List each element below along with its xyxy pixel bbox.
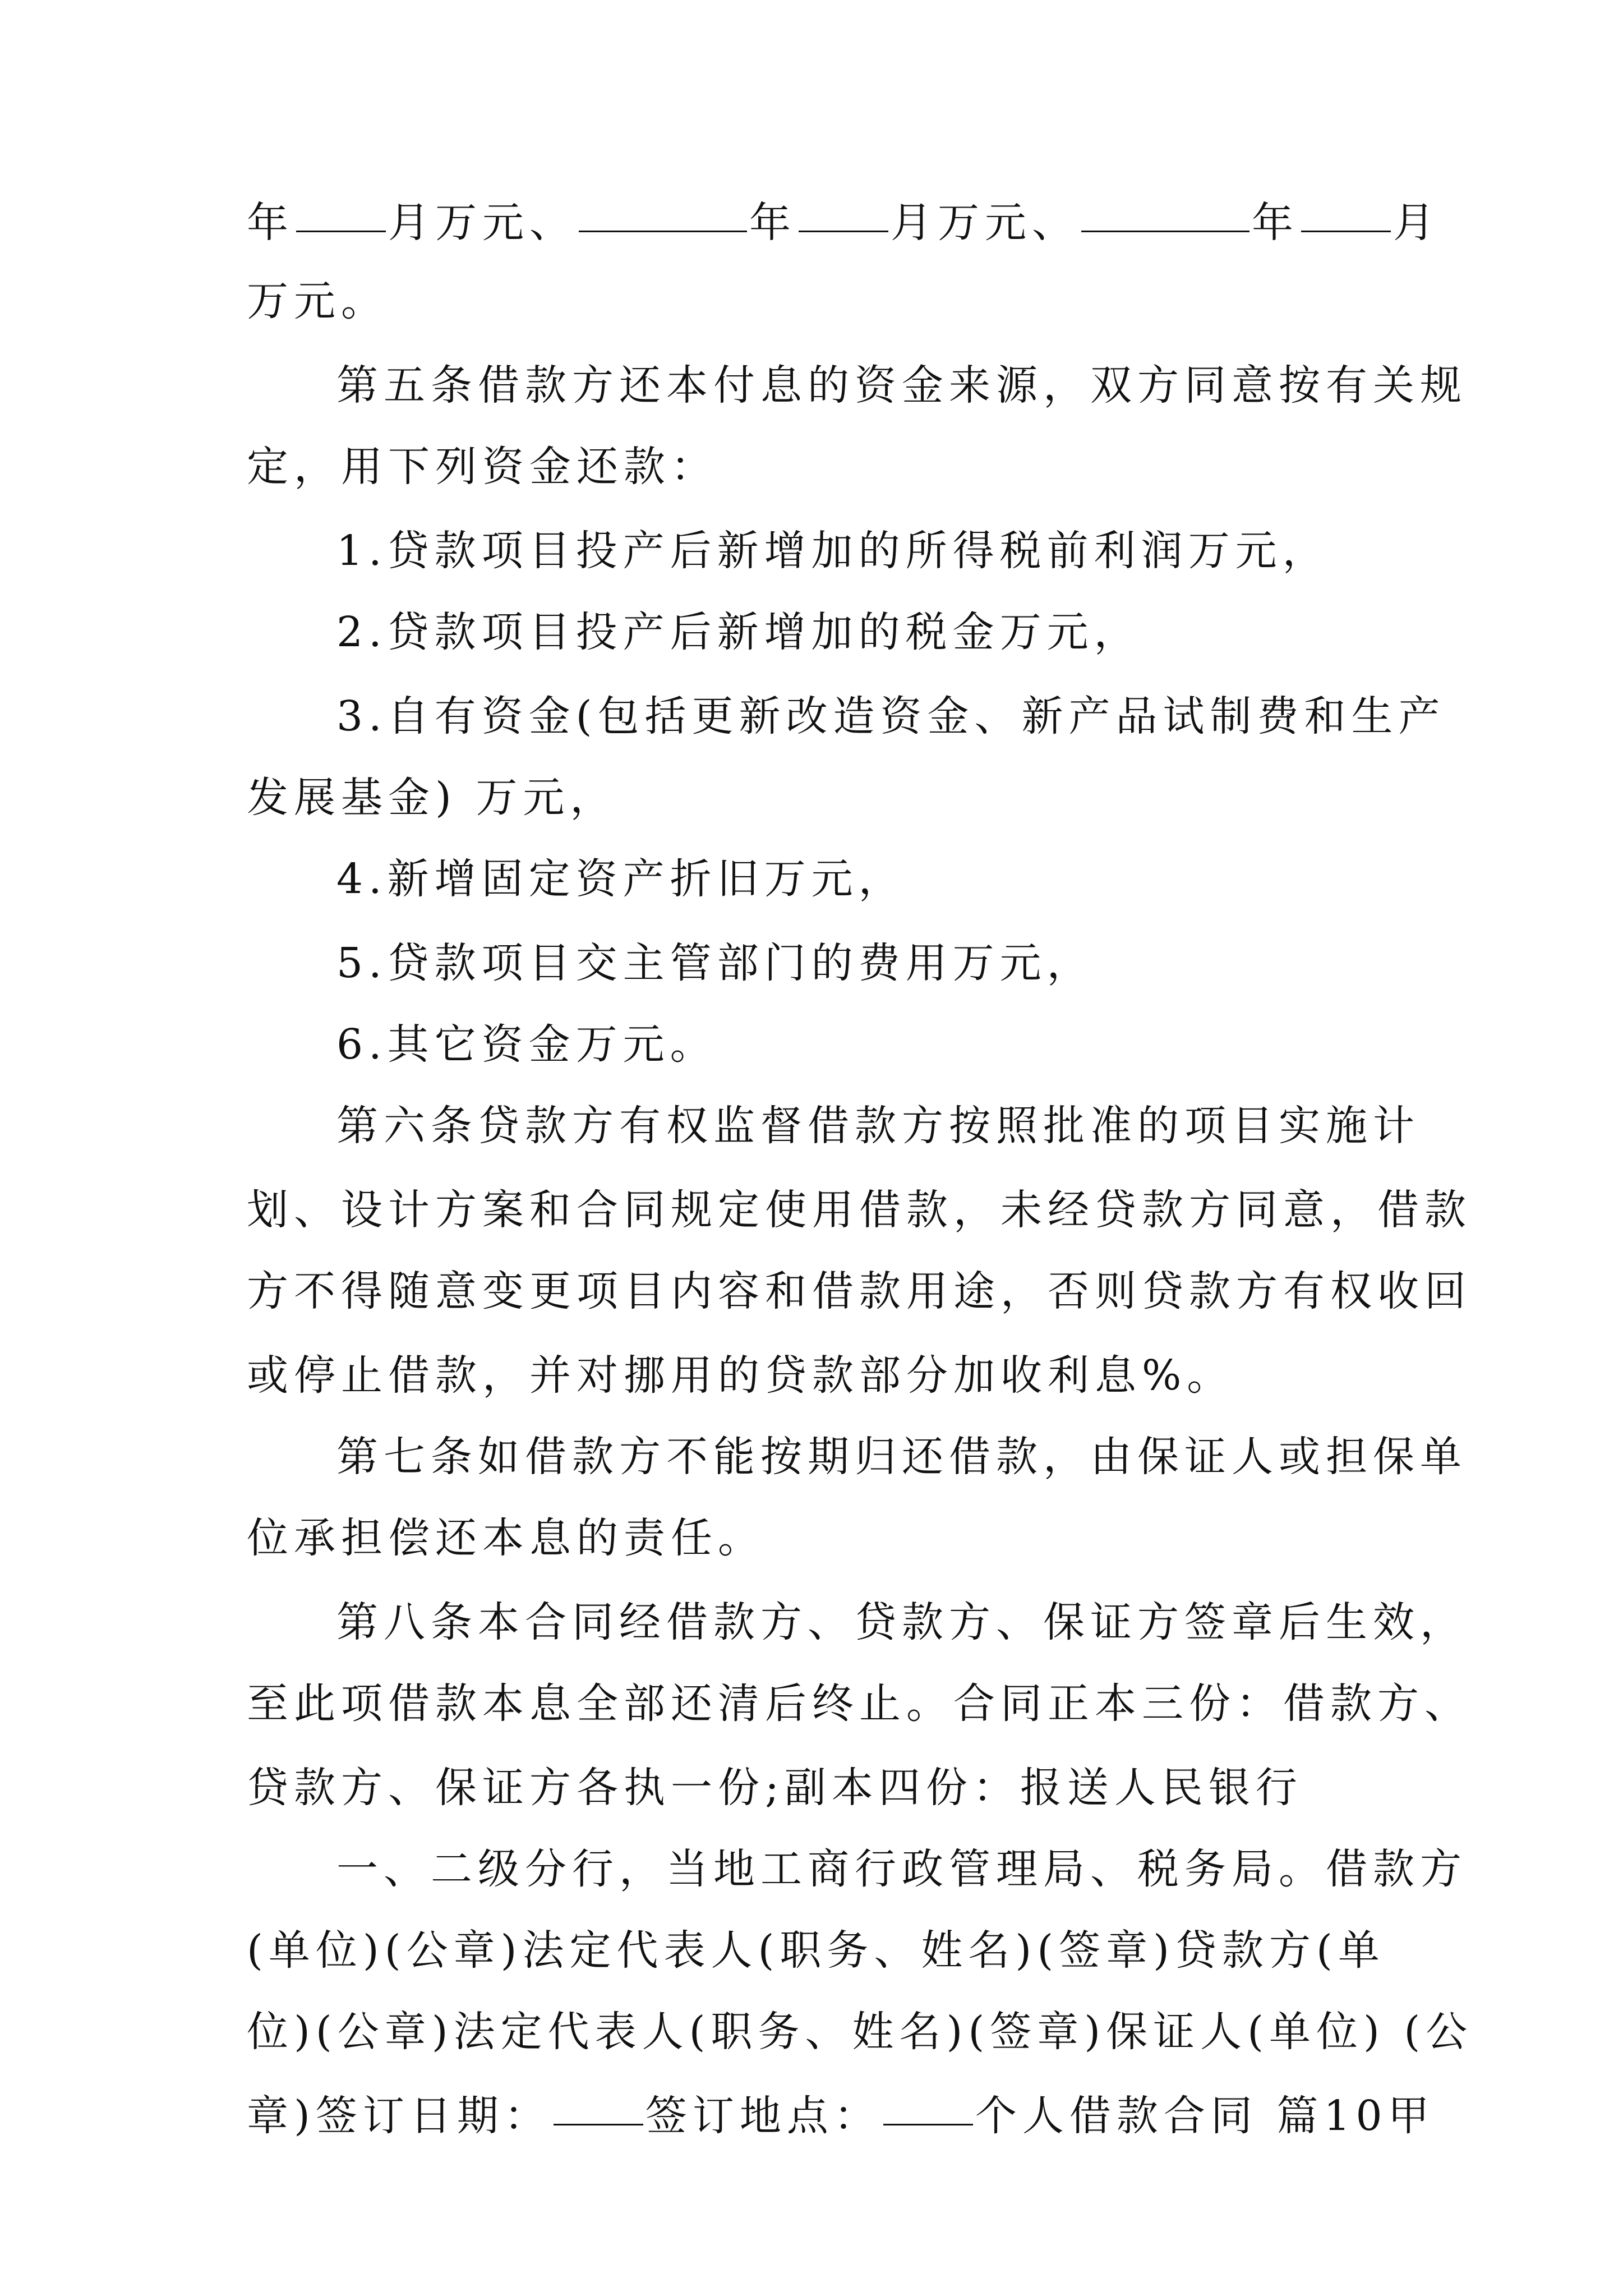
fund-item-4: 4.新增固定资产折旧万元， (336, 855, 906, 903)
text-line: 一、二级分行，当地工商行政管理局、税务局。借款方 (336, 1845, 1467, 1893)
article-5-heading: 第五条借款方还本付息的资金来源，双方同意按有关规 (336, 361, 1467, 409)
month-amount-label: 月万元、 (891, 199, 1079, 247)
year-label: 年 (1252, 199, 1299, 247)
year-blank (579, 231, 747, 232)
month-amount-label: 月万元、 (388, 199, 577, 247)
sign-date-label: 章)签订日期： (247, 2092, 551, 2140)
text-line: 划、设计方案和合同规定使用借款，未经贷款方同意，借款 (247, 1186, 1472, 1234)
text-line: 万元。 (247, 277, 388, 325)
article-8-heading: 第八条本合同经借款方、贷款方、保证方签章后生效， (336, 1598, 1467, 1646)
year-label: 年 (247, 199, 294, 247)
fund-item-3: 3.自有资金(包括更新改造资金、新产品试制费和生产 (336, 692, 1446, 740)
fund-item-5: 5.贷款项目交主管部门的费用万元， (336, 939, 1094, 987)
signature-line: (单位)(公章)法定代表人(职务、姓名)(签章)贷款方(单 (247, 1926, 1385, 1975)
sign-date-place-line (247, 2092, 1435, 2140)
year-label: 年 (749, 199, 796, 247)
year-blank (1081, 231, 1249, 232)
fund-item-6: 6.其它资金万元。 (336, 1020, 717, 1069)
text-line: 或停止借款，并对挪用的贷款部分加收利息%。 (247, 1351, 1234, 1400)
text-line: 位承担偿还本息的责任。 (247, 1514, 765, 1562)
repayment-schedule-line (247, 199, 1440, 247)
text-line: 发展基金) 万元， (247, 774, 617, 822)
next-section-title: 个人借款合同 篇10甲 (975, 2092, 1435, 2140)
month-blank (1301, 231, 1391, 232)
sign-place-blank (883, 2124, 973, 2125)
month-blank (296, 231, 386, 232)
sign-place-label: 签订地点： (645, 2092, 881, 2140)
text-line: 定，用下列资金还款： (247, 443, 718, 491)
month-blank (799, 231, 888, 232)
text-line: 贷款方、保证方各执一份;副本四份：报送人民银行 (247, 1764, 1303, 1812)
text-line: 至此项借款本息全部还清后终止。合同正本三份：借款方、 (247, 1680, 1472, 1728)
signature-line: 位)(公章)法定代表人(职务、姓名)(签章)保证人(单位) (公 (247, 2008, 1473, 2056)
fund-item-2: 2.贷款项目投产后新增加的税金万元， (336, 608, 1141, 656)
text-line: 方不得随意变更项目内容和借款用途，否则贷款方有权收回 (247, 1267, 1472, 1315)
article-6-heading: 第六条贷款方有权监督借款方按照批准的项目实施计 (336, 1102, 1420, 1150)
fund-item-1: 1.贷款项目投产后新增加的所得税前利润万元， (336, 527, 1330, 575)
article-7-heading: 第七条如借款方不能按期归还借款，由保证人或担保单 (336, 1433, 1467, 1481)
month-label: 月 (1393, 199, 1440, 247)
sign-date-blank (554, 2124, 643, 2125)
